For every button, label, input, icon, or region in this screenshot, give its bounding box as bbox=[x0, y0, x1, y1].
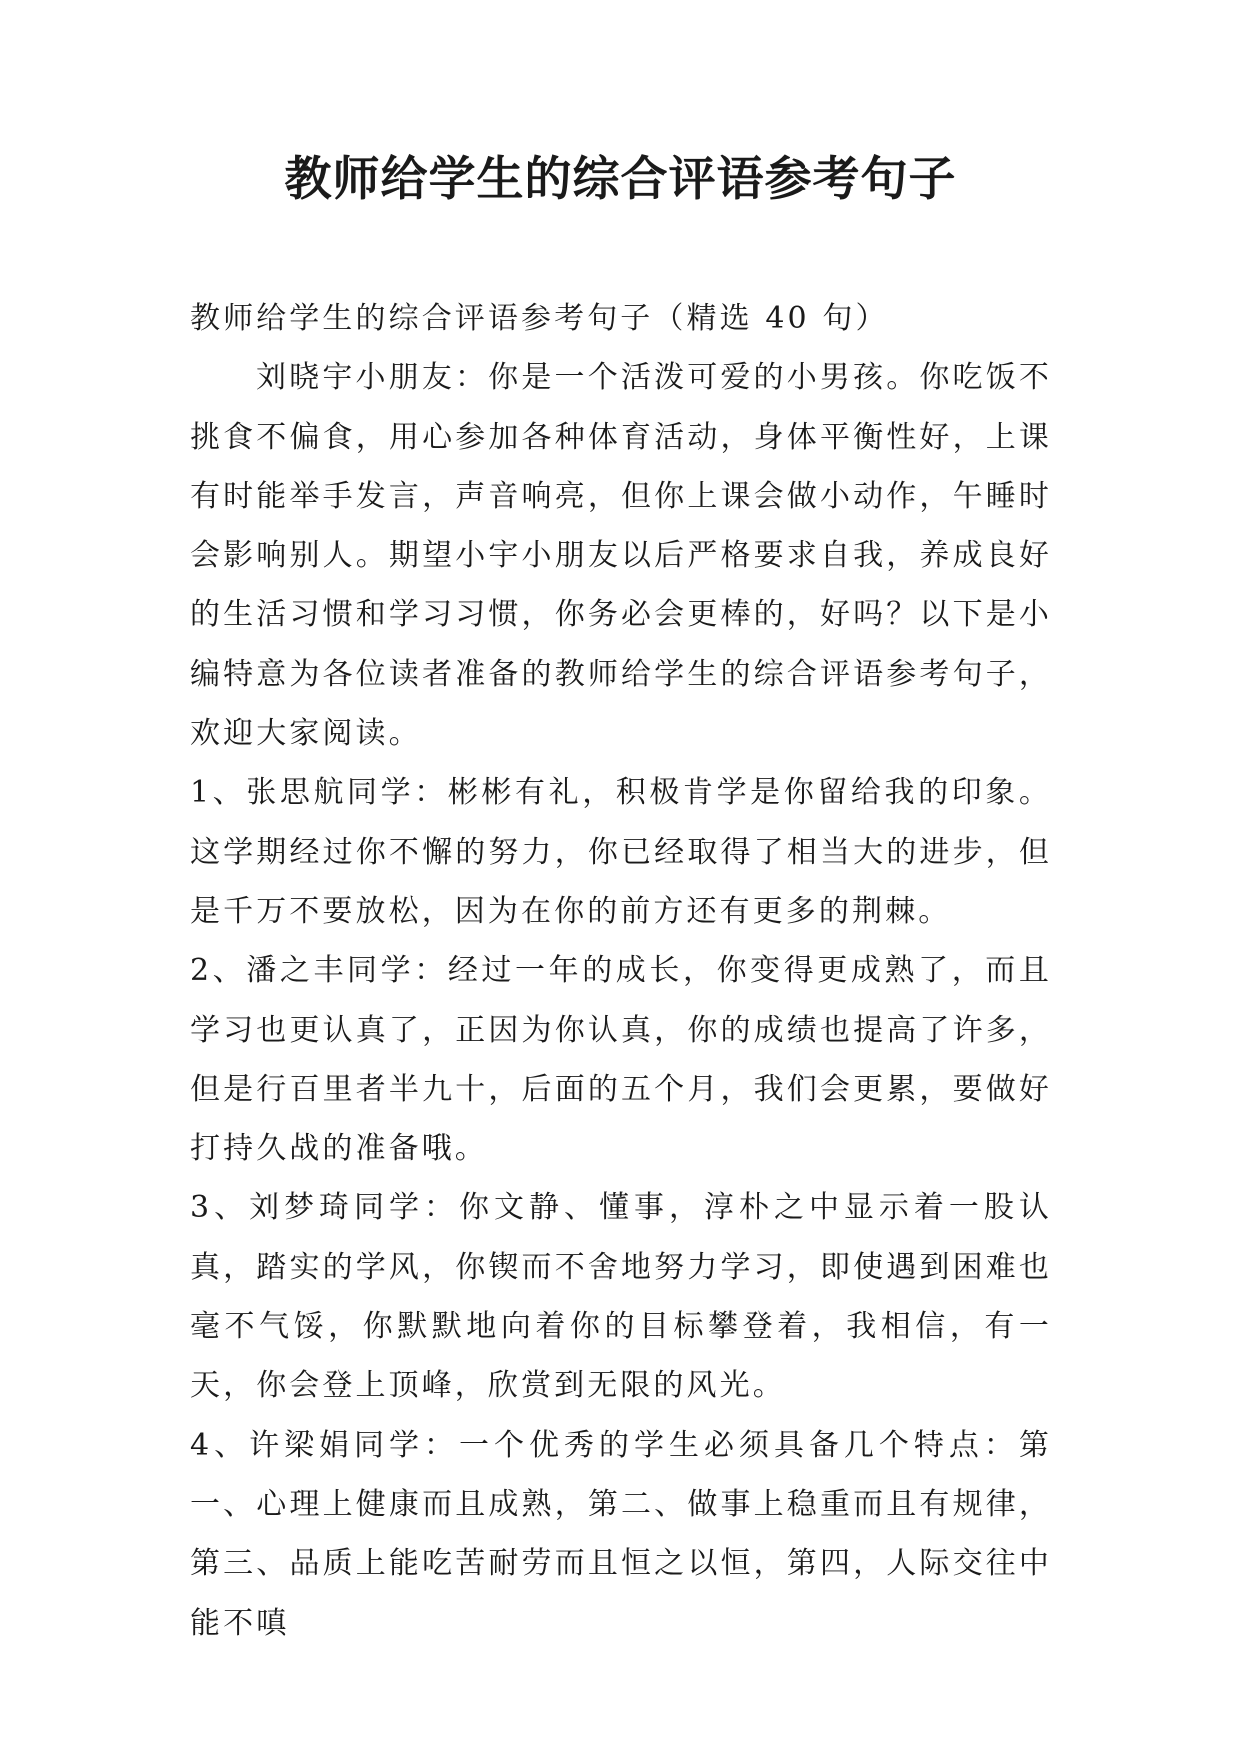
subtitle-paragraph: 教师给学生的综合评语参考句子（精选 40 句） bbox=[190, 301, 889, 336]
comment-paragraph-4: 4、许梁娟同学：一个优秀的学生必须具备几个特点：第一、心理上健康而且成熟，第二、做事上稳重而且有规律，第三、品质上能吃苦耐劳而且恒之以恒，第四，人际交往中能不嗔 bbox=[190, 1427, 1052, 1641]
comment-paragraph-3: 3、刘梦琦同学：你文静、懂事，淳朴之中显示着一股认真，踏实的学风，你锲而不舍地努力学习，即使遇到困难也毫不气馁，你默默地向着你的目标攀登着，我相信，有一天，你会登上顶峰，欣赏到无限的风光。 bbox=[190, 1190, 1052, 1404]
document-title: 教师给学生的综合评语参考句子 bbox=[284, 152, 957, 207]
comment-paragraph-1: 1、张思航同学：彬彬有礼，积极肯学是你留给我的印象。这学期经过你不懈的努力，你已经取得了相当大的进步，但是千万不要放松，因为在你的前方还有更多的荆棘。 bbox=[190, 775, 1052, 929]
comment-paragraph-2: 2、潘之丰同学：经过一年的成长，你变得更成熟了，而且学习也更认真了，正因为你认真，你的成绩也提高了许多，但是行百里者半九十，后面的五个月，我们会更累，要做好打持久战的准备哦。 bbox=[190, 953, 1052, 1167]
document-body bbox=[190, 289, 1052, 1653]
intro-paragraph: 刘晓宇小朋友：你是一个活泼可爱的小男孩。你吃饭不挑食不偏食，用心参加各种体育活动，身体平衡性好，上课有时能举手发言，声音响亮，但你上课会做小动作，午睡时会影响别人。期望小宇小朋友以后严格要求自我，养成良好的生活习惯和学习习惯，你务必会更棒的，好吗？以下是小编特意为各位读者准备的教师给学生的综合评语参考句子，欢迎大家阅读。 bbox=[190, 360, 1052, 752]
